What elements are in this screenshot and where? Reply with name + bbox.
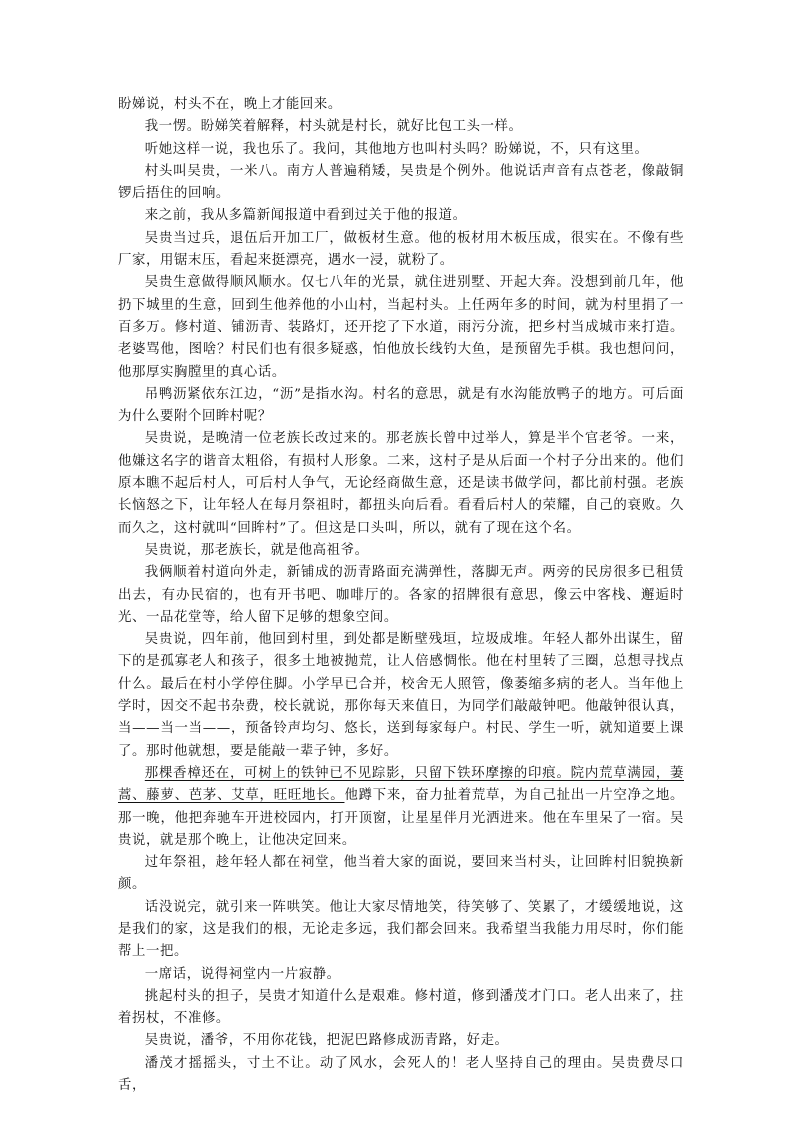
paragraph-8: 吊鸭沥紧依东江边，“沥”是指水沟。村名的意思，就是有水沟能放鸭子的地方。可后面为什么要附个回眸村呢？ <box>118 386 684 425</box>
paragraph-12: 吴贵说，四年前，他回到村里，到处都是断壁残垣，垃圾成堆。年轻人都外出谋生，留下的是孤寡老人和孩子，很多土地被抛荒，让人倍感惆怅。他在村里转了三圈，总想寻找点什么。最后在村小学停住脚。小学早已合并，校舍无人照管，像萎缩多病的老人。当年他上学时，因交不起书杂费，校长就说，那你每天来值日，为同学们敲敲钟吧。他敲钟很认真，当——当一当——，预备铃声均匀、悠长，送到每家每户。村民、学生一听，就知道要上课了。那时他就想，要是能敲一辈子钟，多好。 <box>118 632 684 759</box>
paragraph-17: 挑起村头的担子，吴贵才知道什么是艰难。修村道，修到潘茂才门口。老人出来了，拄着拐杖，不准修。 <box>118 988 684 1027</box>
paragraph-7: 吴贵生意做得顺风顺水。仅七八年的光景，就住进别墅、开起大奔。没想到前几年，他扔下城里的生意，回到生他养他的小山村，当起村头。上任两年多的时间，就为村里捐了一百多万。修村道、铺沥青、装路灯，还开挖了下水道，雨污分流，把乡村当成城市来打造。老婆骂他，图啥？村民们也有很多疑惑，怕他放长线钓大鱼，是预留先手棋。我也想问问，他那厚实胸膛里的真心话。 <box>118 275 684 380</box>
paragraph-13 <box>118 763 684 852</box>
paragraph-4: 村头叫吴贵，一米八。南方人普遍稍矮，吴贵是个例外。他说话声音有点苍老，像敲铜锣后捂住的回响。 <box>118 163 684 202</box>
paragraph-10: 吴贵说，那老族长，就是他高祖爷。 <box>144 542 369 558</box>
paragraph-6: 吴贵当过兵，退伍后开加工厂，做板材生意。他的板材用木板压成，很实在。不像有些厂家，用锯末压，看起来挺漂亮，遇水一浸，就粉了。 <box>118 230 684 269</box>
paragraph-15: 话没说完，就引来一阵哄笑。他让大家尽情地笑，待笑够了、笑累了，才缓缓地说，这是我们的家，这是我们的根，无论走多远，我们都会回来。我希望当我能力用尽时，你们能帮上一把。 <box>118 899 684 960</box>
paragraph-19: 潘茂才摇摇头，寸土不让。动了风水，会死人的！老人坚持自己的理由。吴贵费尽口舌， <box>118 1055 684 1094</box>
paragraph-16: 一席话，说得祠堂内一片寂静。 <box>144 966 341 982</box>
paragraph-13-rest: 他蹲下来，奋力扯着荒草，为自己扯出一片空净之地。那一晚，他把奔驰车开进校园内，打开顶窗，让星星伴月光洒进来。他在车里呆了一宿。吴贵说，就是那个晚上，让他决定回来。 <box>118 788 684 848</box>
paragraph-14: 过年祭祖，趁年轻人都在祠堂，他当着大家的面说，要回来当村头，让回眸村旧貌换新颜。 <box>118 855 684 893</box>
paragraph-2: 我一愣。盼娣笑着解释，村头就是村长，就好比包工头一样。 <box>144 119 523 135</box>
paragraph-1: 盼娣说，村头不在，晚上才能回来。 <box>118 97 342 112</box>
underlined-passage: 那棵香樟还在，可树上的铁钟已不见踪影，只留下铁环摩擦的印痕。院内荒草满园，萋蒿、藤萝、芭茅、艾草，旺旺地长。 <box>118 765 684 804</box>
article-body <box>118 94 684 1097</box>
paragraph-11: 我俩顺着村道向外走，新铺成的沥青路面充满弹性，落脚无声。两旁的民房很多已租赁出去，有办民宿的，也有开书吧、咖啡厅的。各家的招牌很有意思，像云中客栈、邂逅时光、一品花堂等，给人留下足够的想象空间。 <box>118 565 684 625</box>
paragraph-5: 来之前，我从多篇新闻报道中看到过关于他的报道。 <box>144 208 467 224</box>
paragraph-9: 吴贵说，是晚清一位老族长改过来的。那老族长曾中过举人，算是半个官老爷。一来，他嫌这名字的谐音太粗俗，有损村人形象。二来，这村子是从后面一个村子分出来的。他们原本瞧不起后村人，可后村人争气，无论经商做生意，还是读书做学问，都比前村强。老族长恼怒之下，让年轻人在每月祭祖时，都扭头向后看。看看后村人的荣耀，自己的衰败。久而久之，这村就叫“回眸村”了。但这是口头叫，所以，就有了现在这个名。 <box>118 431 684 536</box>
paragraph-18: 吴贵说，潘爷，不用你花钱，把泥巴路修成沥青路，好走。 <box>144 1033 509 1049</box>
paragraph-3: 听她这样一说，我也乐了。我问，其他地方也叫村头吗？盼娣说，不，只有这里。 <box>144 141 649 157</box>
